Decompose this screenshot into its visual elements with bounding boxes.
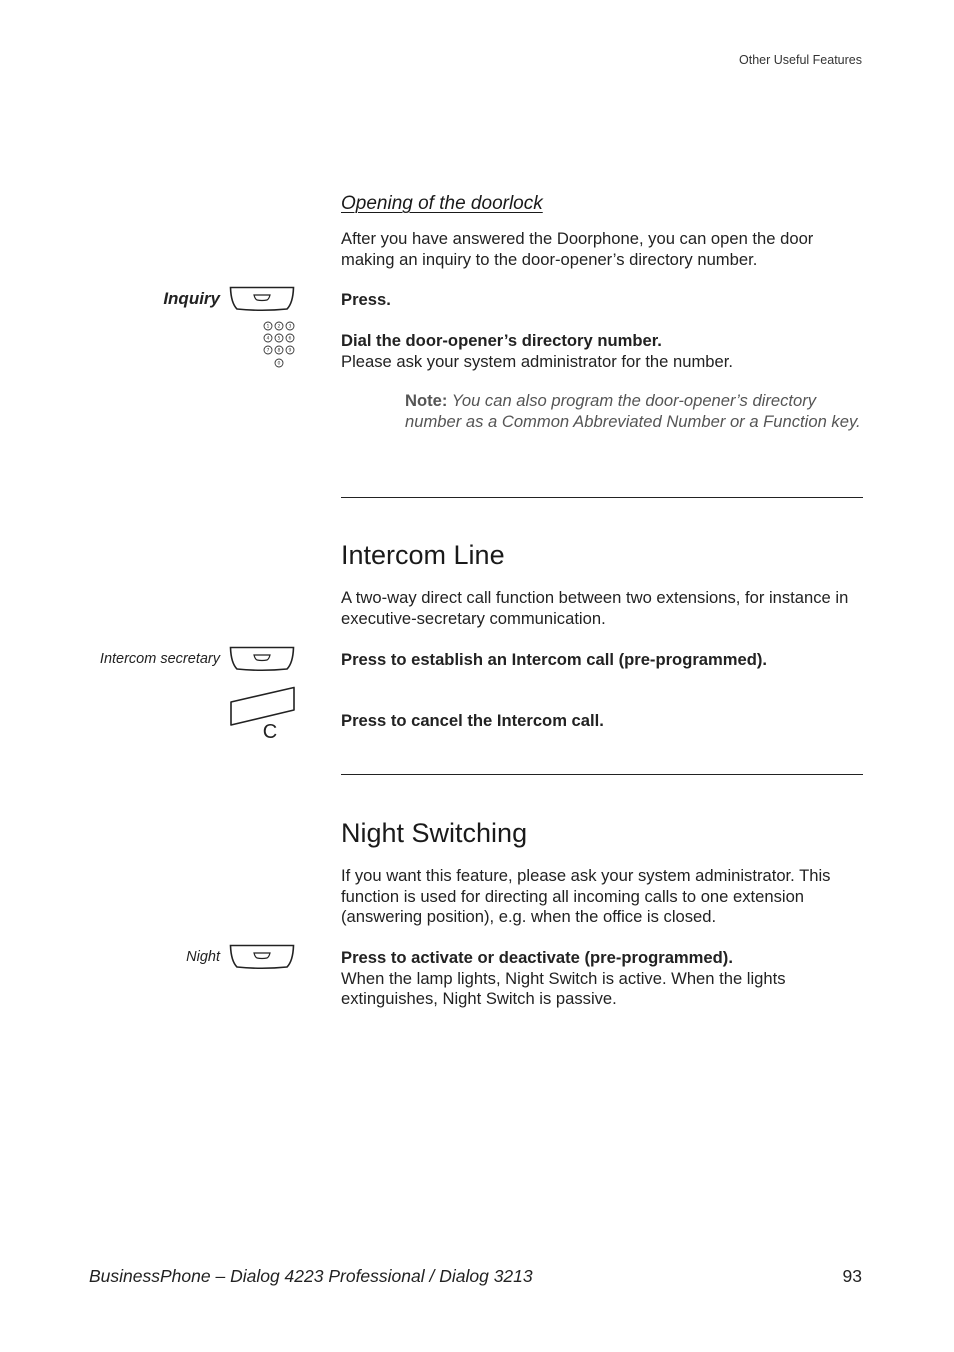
inquiry-key-icon xyxy=(229,286,295,312)
night-heading: Night Switching xyxy=(341,818,528,848)
section-divider xyxy=(341,497,863,498)
note-text: You can also program the door-opener’s directory number as a Common Abbreviated Number or a Function key. xyxy=(405,391,861,431)
footer-title: BusinessPhone – Dialog 4223 Professional / Dialog 3213 xyxy=(89,1266,533,1286)
night-key-label: Night xyxy=(186,949,220,965)
keypad-key-digit: 0 xyxy=(277,361,281,367)
doorlock-intro: After you have answered the Doorphone, you can open the door making an inquiry to the door-opener’s directory number. xyxy=(341,229,814,269)
section-divider xyxy=(341,774,863,775)
night-intro: If you want this feature, please ask your system administrator. This function is used for directing all incoming calls to one extension (answering position), e.g. when the office is closed. xyxy=(341,866,831,926)
intercom-heading: Intercom Line xyxy=(341,540,505,570)
doorlock-note xyxy=(405,391,863,432)
keypad-icon xyxy=(262,320,298,370)
keypad-key-digit: 2 xyxy=(277,324,281,330)
note-label: Note: xyxy=(405,391,448,410)
night-step-instruction: Press to activate or deactivate (pre-programmed). xyxy=(341,948,733,967)
keypad-key-digit: 7 xyxy=(266,348,270,354)
night-key-icon xyxy=(229,944,295,970)
doorlock-step-dial xyxy=(341,331,863,372)
keypad-key-digit: 1 xyxy=(266,324,270,330)
intercom-key-icon xyxy=(229,646,295,672)
clear-key-letter: C xyxy=(262,721,278,743)
intercom-step-cancel: Press to cancel the Intercom call. xyxy=(341,711,604,730)
page-number: 93 xyxy=(842,1266,862,1286)
inquiry-key-label: Inquiry xyxy=(163,289,220,308)
clear-key-icon xyxy=(228,686,298,744)
keypad-key-digit: 6 xyxy=(288,336,292,342)
night-step-description: When the lamp lights, Night Switch is active. When the lights extinguishes, Night Switch is passive. xyxy=(341,968,786,1008)
dial-hint: Please ask your system administrator for the number. xyxy=(341,351,733,371)
doorlock-subheading: Opening of the doorlock xyxy=(341,193,543,214)
intercom-step-establish: Press to establish an Intercom call (pre-programmed). xyxy=(341,650,768,669)
keypad-key-digit: 9 xyxy=(288,348,292,354)
keypad-key-digit: 4 xyxy=(266,336,270,342)
night-step xyxy=(341,948,863,1010)
keypad-key-digit: 8 xyxy=(277,348,281,354)
keypad-key-digit: 3 xyxy=(288,324,292,330)
intercom-intro: A two-way direct call function between two extensions, for instance in executive-secretary communication. xyxy=(341,588,849,628)
doorlock-step-press: Press. xyxy=(341,290,391,309)
running-header: Other Useful Features xyxy=(739,53,862,67)
intercom-key-label: Intercom secretary xyxy=(99,651,220,667)
keypad-key-digit: 5 xyxy=(277,336,281,342)
dial-instruction: Dial the door-opener’s directory number. xyxy=(341,331,662,350)
